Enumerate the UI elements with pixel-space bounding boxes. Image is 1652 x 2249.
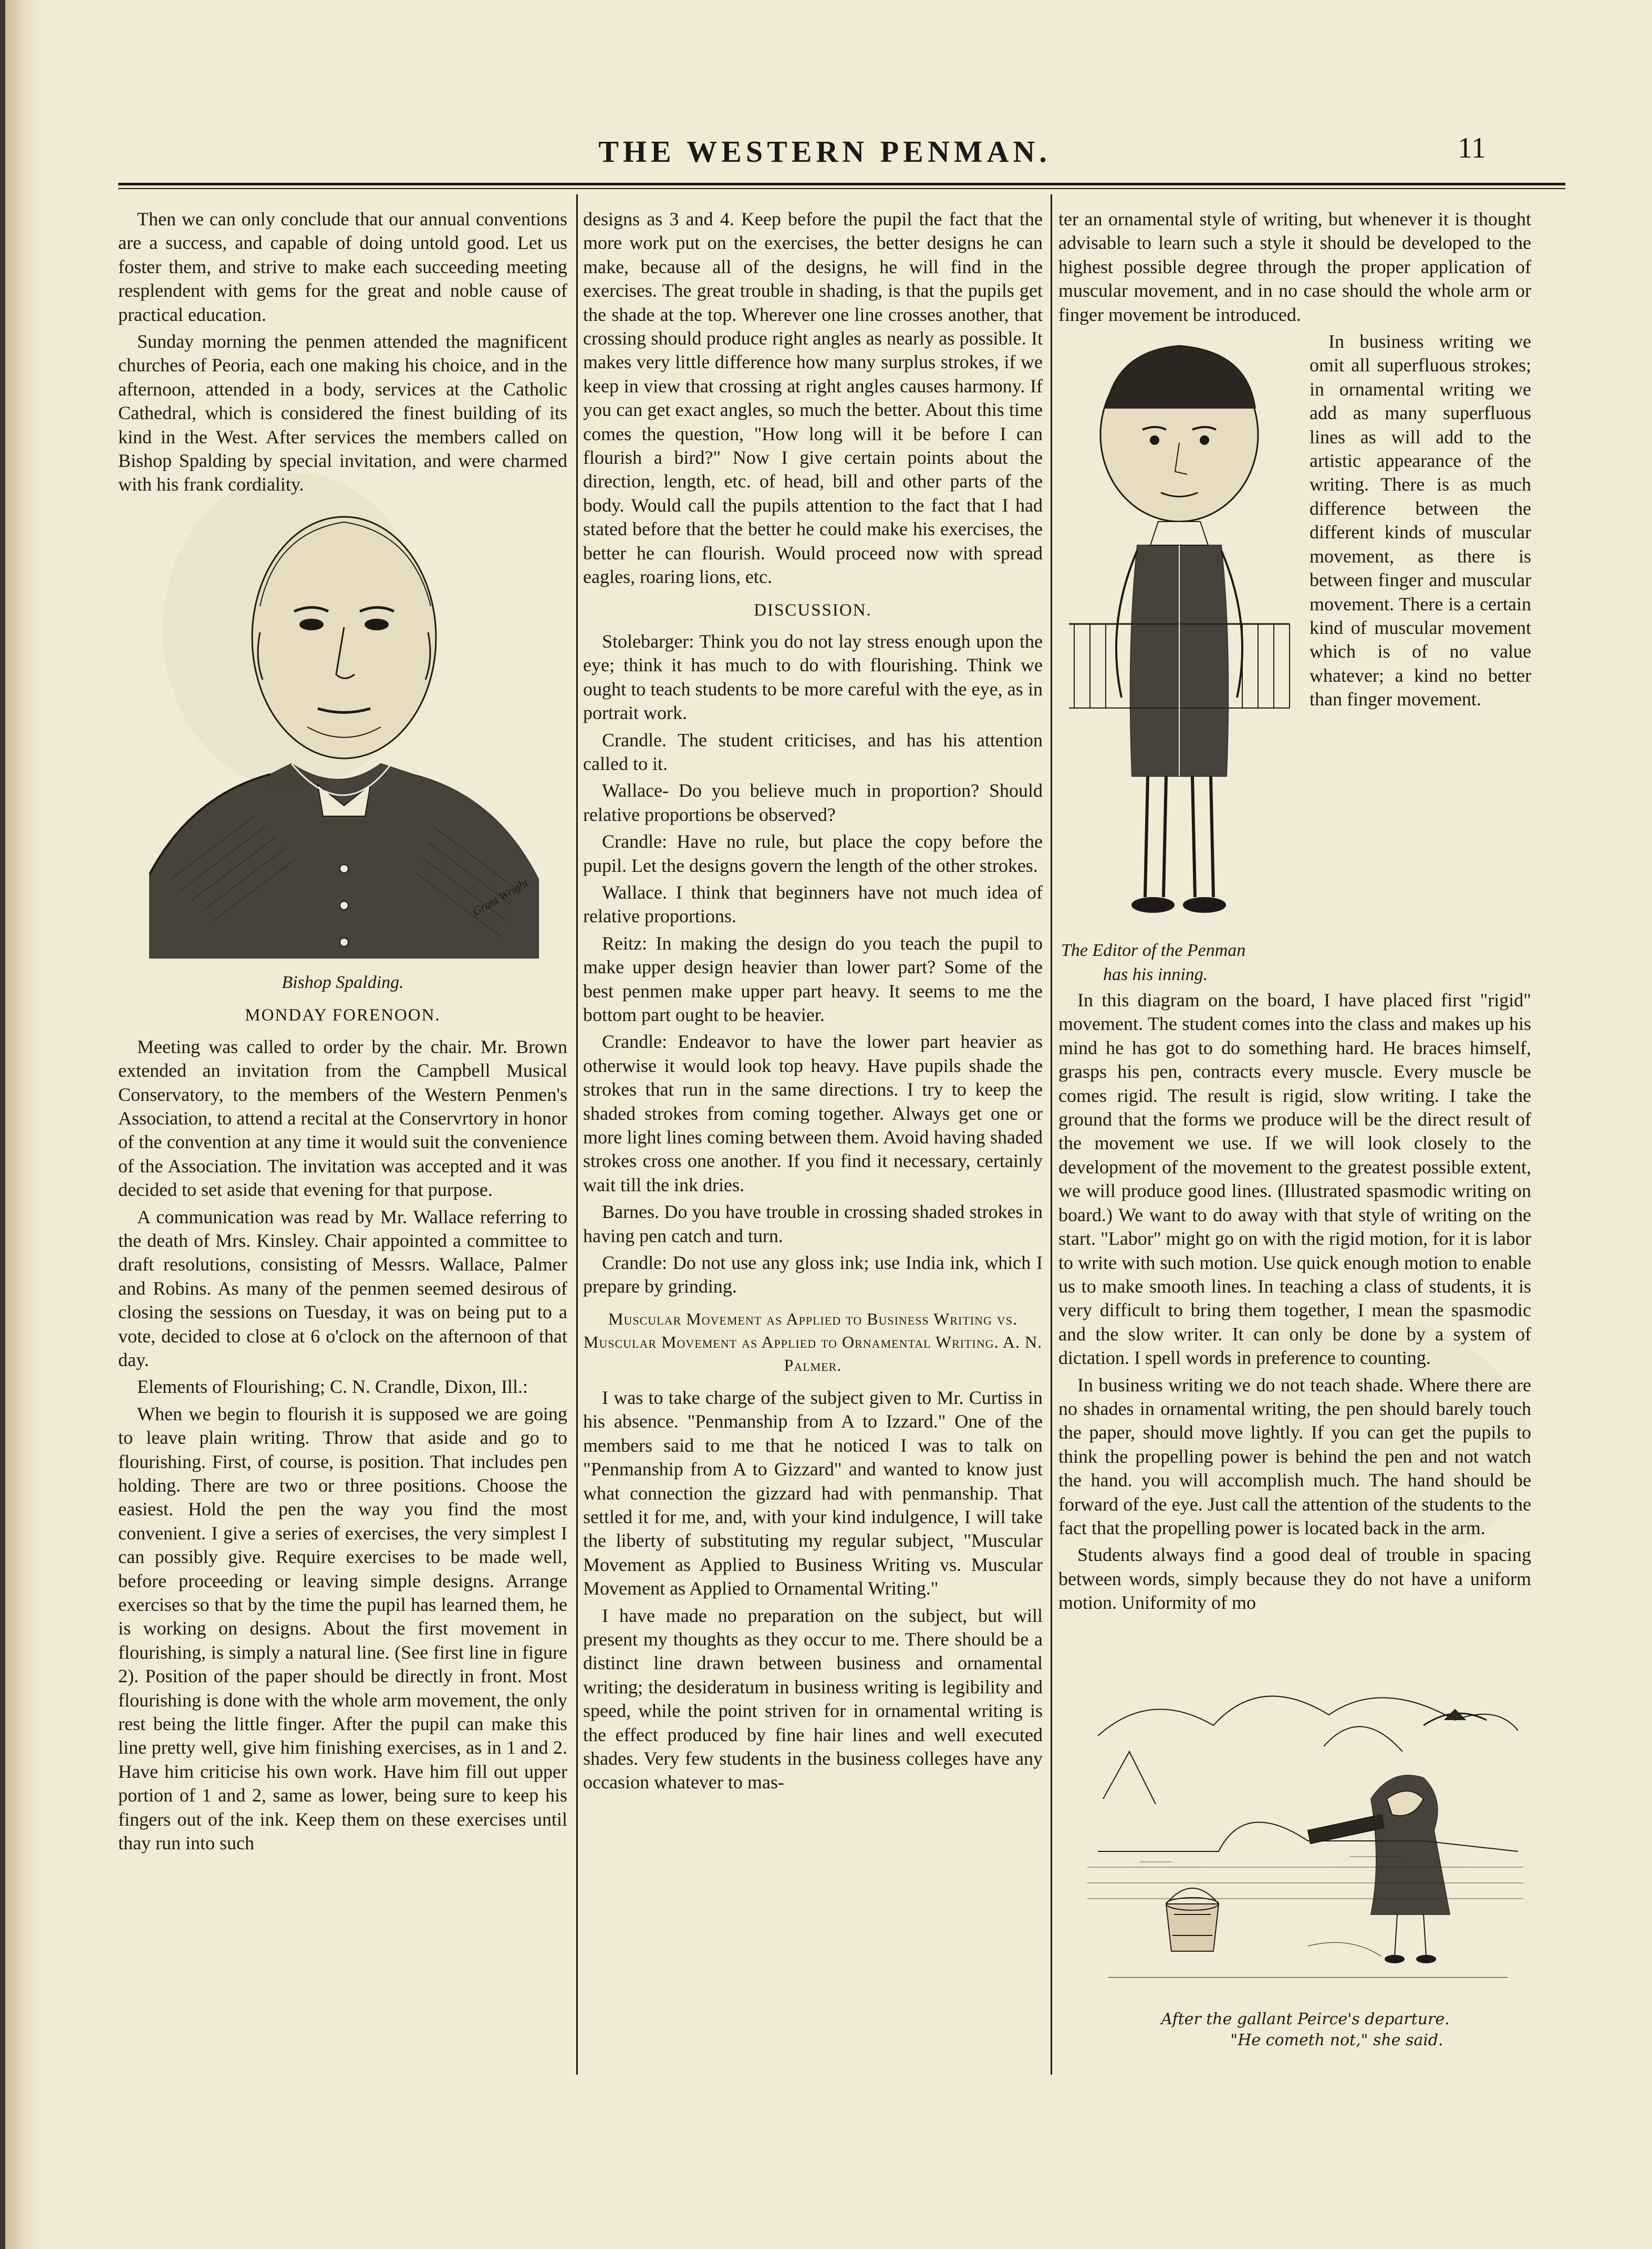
paragraph: Reitz: In making the design do you teach the pupil to make upper design heavier than lower part? Some of the best penmen make upper part heavy. It seems to me the bottom part ought to be heavier.	[583, 932, 1043, 1025]
cartoon-caption	[1087, 2009, 1523, 2051]
paragraph: ter an ornamental style of writing, but whenever it is thought advisable to learn such a style it should be developed to the highest possible degree through the proper application of muscular movement, and in no case should the whole arm or finger movement be introduced.	[1058, 209, 1531, 325]
column-divider	[576, 194, 578, 2075]
cartoon-caption-line: "He cometh not," she said.	[1230, 2031, 1443, 2049]
paragraph: Wallace. I think that beginners have not much idea of relative proportions.	[583, 881, 1043, 927]
cartoon-figure	[1087, 1641, 1523, 2061]
paragraph: I have made no preparation on the subject, but will present my thoughts as they occur to me. There should be a distinct line drawn between business and ornamental writing; the desideratum in business writing is legibility and speed, while the point striven for in ornamental writing is the effect produced by fine hair lines and well executed shades. Very few students in the business colleges have any occasion whatever to mas-	[583, 1605, 1043, 1793]
paragraph: In this diagram on the board, I have placed first "rigid" movement. The student comes into the class and makes up his mind he has got to do something hard. He braces himself, grasps his pen, contracts every muscle. Every muscle be comes rigid. The result is rigid, slow writing. I take the ground that the forms we produce will be the direct result of the movement we use. If we will look closely to the development of the movement to the greatest possible extent, we will produce good lines. (Illustrated spasmodic writing on board.) We want to do away with that style of writing on the start. "Labor" might go on with the rigid motion, for it is labor to write with such motion. Use quick enough motion to enable us to make smooth lines. In teaching a class of students, it is very difficult to bring them together, I mean the spasmodic and the slow writer. It can only be done by a system of dictation. I spell words in preference to counting.	[1058, 990, 1531, 1369]
column-divider	[1051, 194, 1052, 2075]
paragraph: Barnes. Do you have trouble in crossing shaded strokes in having pen catch and turn.	[583, 1201, 1043, 1246]
header-rule-thin	[118, 188, 1565, 189]
paragraph: designs as 3 and 4. Keep before the pupil the fact that the more work put on the exercises, the better designs he can make, because all of the designs, he will find in the exercises. The great trouble in shading, is that the pupils get the shade at the top. Wherever one line crosses another, that crossing should produce right angles as nearly as possible. It makes very little difference how many surplus strokes, if we keep in view that crossing at right angles causes harmony. If you can get exact angles, so much the better. About this time comes the question, "How long will it be before I can flourish a bird?" Now I give certain points about the direction, length, etc. of head, bill and other parts of the body. Would call the pupils attention to the fact that I had stated before that the better he could make his exercises, the better he can flourish. Would proceed now with spread eagles, roaring lions, etc.	[583, 209, 1043, 588]
paragraph: A communication was read by Mr. Wallace referring to the death of Mrs. Kinsley. Chair appointed a committee to draft resolutions, consisting of Messrs. Wallace, Palmer and Robins. As many of the penmen seemed desirous of closing the sessions on Tuesday, it was on being put to a vote, decided to close at 6 o'clock on the afternoon of that day.	[118, 1206, 567, 1370]
magazine-page	[5, 0, 1652, 2249]
paragraph: In business writing we do not teach shade. Where there are no shades in ornamental writing, the pen should barely touch the paper, should move lightly. If you can get the pupils to think the propelling power is behind the pen and not watch the hand. you will accomplish much. The hand should be forward of the eye. Just call the attention of the students to the fact that the propelling power is located back in the arm.	[1058, 1374, 1531, 1538]
paragraph: Stolebarger: Think you do not lay stress enough upon the eye; think it has much to do with flourishing. Think we ought to teach students to be more careful with the eye, as in portrait work.	[583, 630, 1043, 724]
figure-caption	[1058, 939, 1303, 986]
paragraph: In business writing we omit all superfluous strokes; in ornamental writing we add as many superfluous lines as will add to the artistic appearance of the writing. There is as much difference between the different kinds of muscular movement, as there is between finger and muscular movement. There is a certain kind of muscular movement which is of no value whatever; a kind no better than finger movement.	[1310, 331, 1531, 710]
cartoon-caption-line: After the gallant Peirce's departure.	[1161, 2010, 1450, 2028]
figure-caption-line: has his inning.	[1103, 964, 1208, 984]
paragraph: Elements of Flourishing; C. N. Crandle, Dixon, Ill.:	[137, 1376, 528, 1398]
page-number: 11	[1458, 132, 1486, 164]
header-rule	[118, 183, 1565, 185]
page-spine-shadow	[5, 0, 42, 2249]
paragraph: Meeting was called to order by the chair. Mr. Brown extended an invitation from the Campbell Musical Conservatory, to the members of the Western Penmen's Association, to attend a recital at the Conservrtory in honor of the convention at any time it would suit the convenience of the Association. The invitation was accepted and it was decided to set aside that evening for that purpose.	[118, 1036, 567, 1201]
paragraph: Sunday morning the penmen attended the magnificent churches of Peoria, each one making his choice, and in the afternoon, attended in a body, services at the Catholic Cathedral, which is considered the finest building of its kind in the West. After services the members called on Bishop Spalding by special invitation, and were charmed with his frank cordiality.	[118, 331, 567, 495]
section-heading: MONDAY FORENOON.	[245, 1006, 441, 1025]
discussion-heading: DISCUSSION.	[754, 600, 872, 620]
figure-caption-line: The Editor of the Penman	[1061, 941, 1246, 961]
paragraph: Then we can only conclude that our annual conventions are a success, and capable of doing untold good. Let us foster them, and strive to make each succeeding meeting resplendent with gems for the great and noble cause of practical education.	[118, 209, 567, 325]
bishop-portrait-figure	[118, 501, 567, 969]
column-2	[583, 207, 1043, 2077]
paragraph: When we begin to flourish it is supposed we are going to leave plain writing. Throw that aside and go to flourishing. First, of course, is position. That includes pen holding. There are two or three positions. Choose the easiest. Hold the pen the way you find the most convenient. I give a series of exercises, the very simplest I can possibly give. Require exercises to be made well, before proceeding or leaving simple designs. Arrange exercises so that by the time the pupil has learned them, he is working on designs. About the first movement in flourishing, is simply a natural line. (See first line in figure 2). Position of the paper should be directly in front. Most flourishing is done with the whole arm movement, the only rest being the little finger. After the pupil can make this line pretty well, give him finishing exercises, as in 1 and 2. Have him criticise his own work. Have him fill out upper portion of 1 and 2, same as lower, being sure to keep his fingers out of the ink. Keep them on these exercises until thay run into such	[118, 1403, 567, 1854]
paragraph: Crandle. The student criticises, and has his attention called to it.	[583, 729, 1043, 774]
portrait-signature: Grant Wright	[470, 876, 531, 919]
woman-telescope-cartoon	[1087, 1641, 1523, 2009]
paragraph: Crandle: Do not use any gloss ink; use India ink, which I prepare by grinding.	[583, 1252, 1043, 1297]
paragraph: Students always find a good deal of trouble in spacing between words, simply because they do not have a uniform motion. Uniformity of mo	[1058, 1544, 1531, 1613]
figure-caption: Bishop Spalding.	[282, 972, 404, 992]
column-1	[118, 207, 567, 2077]
paragraph: Wallace- Do you believe much in proportion? Should relative proportions be observed?	[583, 780, 1043, 825]
editor-caricature-illustration	[1058, 330, 1300, 934]
editor-cartoon-figure	[1058, 330, 1300, 984]
article-heading: Muscular Movement as Applied to Business Writing vs. Muscular Movement as Applied to Ornamental Writing. A. N. Palmer.	[583, 1309, 1043, 1375]
page-header-title: THE WESTERN PENMAN.	[598, 134, 1051, 169]
paragraph: Crandle: Endeavor to have the lower part heavier as otherwise it would look top heavy. Have pupils shade the strokes that run in the same directions. I try to keep the shaded strokes from coming together. Always get one or more light lines coming between them. Avoid having shaded strokes cross one another. If you find it necessary, certainly wait till the ink dries.	[583, 1031, 1043, 1195]
bishop-portrait-illustration	[118, 501, 567, 969]
paragraph: I was to take charge of the subject given to Mr. Curtiss in his absence. "Penmanship from A to Izzard." One of the members said to me that he noticed I was to talk on "Penmanship from A to Gizzard" and wanted to know just what connection the gizzard had with penmanship. That settled it for me, and, with your kind indulgence, I will take the liberty of substituting my regular subject, "Muscular Movement as Applied to Business Writing vs. Muscular Movement as Applied to Ornamental Writing."	[583, 1387, 1043, 1599]
paragraph: Crandle: Have no rule, but place the copy before the pupil. Let the designs govern the length of the other strokes.	[583, 831, 1043, 876]
